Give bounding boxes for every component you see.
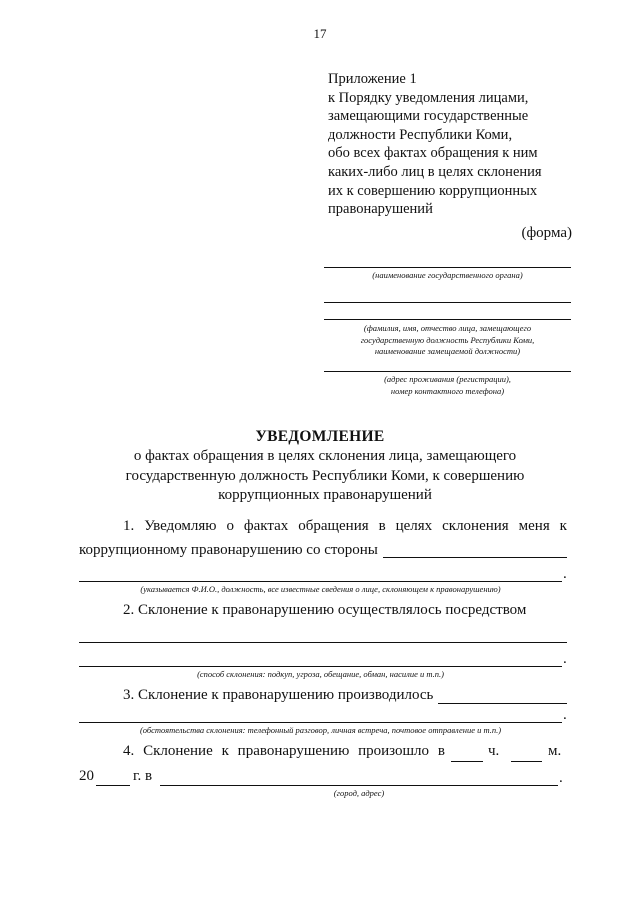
hours-label: ч. — [488, 743, 500, 759]
page-number: 17 — [313, 26, 327, 41]
item1-person-field-2[interactable] — [79, 581, 562, 582]
item1-word: в — [378, 518, 386, 534]
city-address-field[interactable] — [160, 785, 558, 786]
item4-word: правонарушению — [237, 743, 350, 759]
item1-word: фактах — [243, 518, 289, 534]
person-field-line[interactable] — [324, 302, 571, 303]
minutes-field[interactable] — [511, 761, 542, 762]
item1-word: 1. — [123, 518, 135, 534]
document-subtitle: о фактах обращения в целях склонения лица, замещающего государственную должность Республики Коми, к совершению коррупционных правонарушений — [125, 448, 525, 503]
year-prefix: 20 — [79, 768, 94, 784]
item4-word: 4. — [123, 743, 135, 759]
item2-caption: (способ склонения: подкуп, угроза, обещание, обман, насилие и т.п.) — [197, 669, 444, 679]
item1-line1 — [123, 518, 567, 535]
address-field-line[interactable] — [324, 371, 571, 372]
person-caption-line: (фамилия, имя, отчество лица, замещающего — [363, 323, 532, 333]
item1-word: обращения — [298, 518, 369, 534]
item1-word: склонения — [442, 518, 509, 534]
appendix-line: Приложение 1 — [328, 71, 417, 87]
item2-method-field[interactable] — [79, 642, 567, 643]
item3-text: 3. Склонение к правонарушению производилось — [123, 687, 434, 703]
year-field[interactable] — [96, 785, 130, 786]
item1-word: Уведомляю — [144, 518, 217, 534]
item1-word: целях — [395, 518, 433, 534]
form-label: (форма) — [521, 225, 572, 241]
person-caption — [324, 323, 571, 358]
address-caption-line: номер контактного телефона) — [390, 385, 505, 396]
period: . — [563, 707, 567, 723]
appendix-line: правонарушений — [328, 201, 433, 218]
item3-circumstances-field[interactable] — [438, 703, 567, 704]
address-caption-line: (адрес проживания (регистрации), — [384, 374, 511, 384]
item3-caption: (обстоятельства склонения: телефонный разговор, личная встреча, почтовое отправление и т.п.) — [139, 725, 502, 735]
item4-caption: (город, адрес) — [333, 788, 385, 798]
organ-caption: (наименование государственного органа) — [372, 270, 523, 280]
hours-field[interactable] — [451, 761, 483, 762]
item1-word: меня — [518, 518, 550, 534]
document-title: УВЕДОМЛЕНИЕ — [255, 428, 385, 445]
item1-word: к — [559, 518, 567, 534]
item4-word: Склонение — [143, 743, 213, 759]
item1-person-field[interactable] — [383, 557, 567, 558]
appendix-line: их к совершению коррупционных — [328, 182, 538, 199]
item3-circumstances-field-2[interactable] — [79, 722, 562, 723]
organ-field-line[interactable] — [324, 267, 571, 268]
period: . — [559, 770, 563, 786]
item1-line2: коррупционному правонарушению со стороны — [79, 542, 378, 558]
item4-word: произошло — [358, 743, 430, 759]
period: . — [563, 651, 567, 667]
appendix-line: замещающими государственные — [328, 108, 529, 125]
period: . — [563, 566, 567, 582]
year-suffix: г. в — [133, 768, 153, 784]
appendix-block — [328, 70, 542, 219]
item1-word: о — [226, 518, 234, 534]
item4-word: к — [221, 743, 229, 759]
item2-method-field-2[interactable] — [79, 666, 562, 667]
person-caption-line: наименование замещаемой должности) — [374, 346, 521, 356]
minutes-label: м. — [548, 743, 562, 759]
item4-line1 — [123, 743, 445, 760]
person-field-line[interactable] — [324, 319, 571, 320]
item4-word: в — [437, 743, 445, 759]
person-caption-line: государственную должность Республики Коми, — [360, 334, 535, 345]
address-caption — [324, 374, 571, 397]
appendix-line: каких-либо лиц в целях склонения — [328, 163, 542, 180]
item1-caption: (указывается Ф.И.О., должность, все известные сведения о лице, склоняющем к правонарушению) — [140, 584, 501, 594]
appendix-line: должности Республики Коми, — [328, 126, 513, 143]
appendix-line: к Порядку уведомления лицами, — [328, 89, 529, 106]
item2-text: 2. Склонение к правонарушению осуществлялось посредством — [123, 602, 527, 618]
appendix-line: обо всех фактах обращения к ним — [328, 145, 538, 162]
